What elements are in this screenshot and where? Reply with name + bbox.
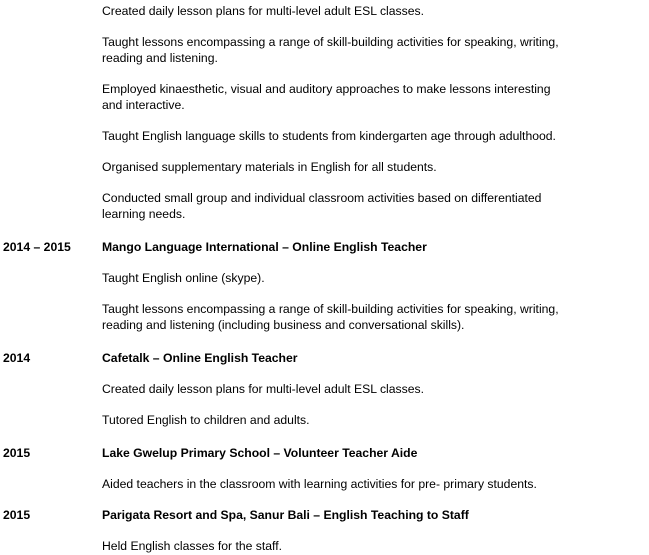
duty-line: reading and listening. [102,51,218,65]
duty-line: learning needs. [102,207,186,221]
job-title: Parigata Resort and Spa, Sanur Bali – English Teaching to Staff [102,508,469,522]
duty-line: Created daily lesson plans for multi-level adult ESL classes. [102,4,424,18]
job-title: Cafetalk – Online English Teacher [102,351,298,365]
duty-line: Aided teachers in the classroom with learning activities for pre- primary students. [102,477,537,491]
job-date: 2015 [3,446,31,460]
job-date: 2014 – 2015 [3,240,71,254]
duty-line: Conducted small group and individual classroom activities based on differentiated [102,191,542,205]
duty-line: Held English classes for the staff. [102,539,282,553]
duty-line: Tutored English to children and adults. [102,413,310,427]
duty-line: Taught English online (skype). [102,271,265,285]
job-title: Mango Language International – Online English Teacher [102,240,427,254]
duty-line: reading and listening (including business and conversational skills). [102,318,465,332]
duty-line: Employed kinaesthetic, visual and auditory approaches to make lessons interesting [102,82,551,96]
duty-line: Created daily lesson plans for multi-level adult ESL classes. [102,382,424,396]
duty-line: and interactive. [102,98,185,112]
duty-line: Taught English language skills to students from kindergarten age through adulthood. [102,129,556,143]
duty-line: Organised supplementary materials in English for all students. [102,160,437,174]
job-date: 2014 [3,351,31,365]
job-title: Lake Gwelup Primary School – Volunteer Teacher Aide [102,446,418,460]
duty-line: Taught lessons encompassing a range of skill-building activities for speaking, writing, [102,35,559,49]
job-date: 2015 [3,508,31,522]
duty-line: Taught lessons encompassing a range of skill-building activities for speaking, writing, [102,302,559,316]
